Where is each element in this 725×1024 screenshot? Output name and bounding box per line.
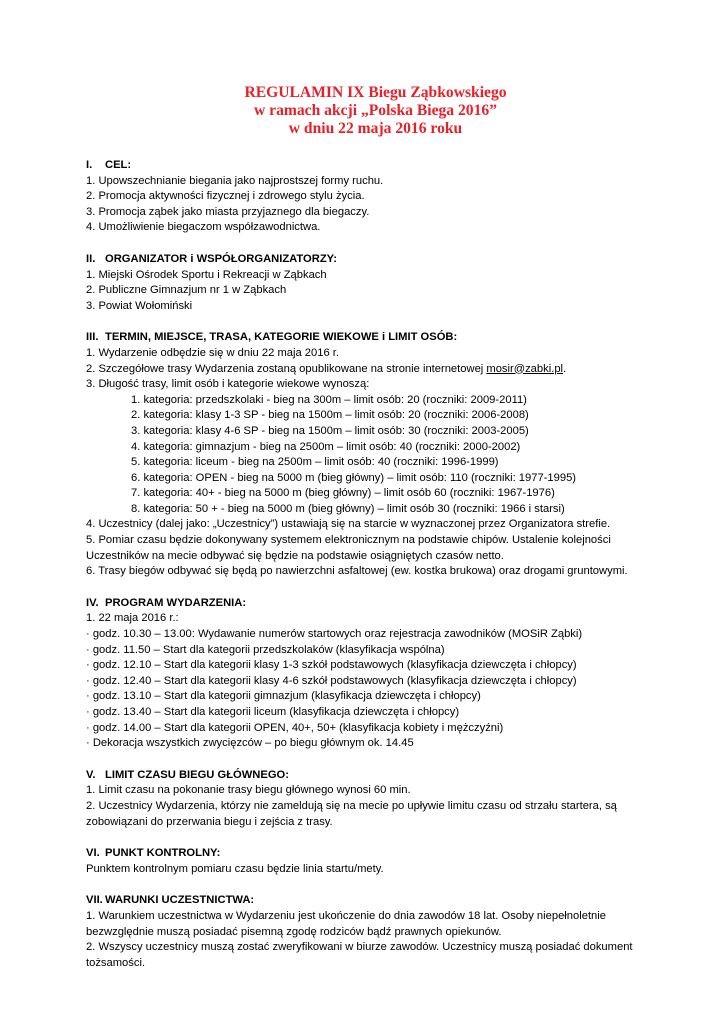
list-item: 3. Długość trasy, limit osób i kategorie wiekowe wynoszą: (86, 378, 370, 391)
list-item: 6. Trasy biegów odbywać się będą po nawierzchni asfaltowej (ew. kostka brukowa) oraz drogami gruntowymi. (86, 565, 628, 578)
section-heading-text: ORGANIZATOR i WSPÓŁORGANIZATORZY: (105, 252, 338, 265)
list-item: 3. Powiat Wołomiński (86, 299, 193, 312)
title-line-3: w dniu 22 maja 2016 roku (288, 120, 463, 137)
section-heading (86, 846, 665, 862)
list-item (86, 362, 665, 378)
section-checkpoint (86, 846, 665, 877)
section-number: VI. (86, 847, 100, 860)
program-item: · godz. 12.40 – Start dla kategorii klasy 4-6 szkół podstawowych (klasyfikacja dziewczęta i chłopcy) (86, 674, 577, 687)
section-number: VII. (86, 894, 103, 907)
list-item-continuation: zobowiązani do przerwania biegu i zejścia z trasy. (86, 815, 333, 828)
category-item: 5. kategoria: liceum - bieg na 2500m – limit osób: 40 (roczniki: 1996-1999) (131, 456, 499, 469)
section-heading-text: CEL: (105, 159, 132, 171)
list-item-continuation: Uczestników na mecie odbywać się będzie na podstawie osiągniętych czasów netto. (86, 549, 504, 562)
section-schedule-categories (86, 330, 665, 580)
section-heading (86, 158, 665, 174)
list-item: 4. Umożliwienie biegaczom współzawodnictwa. (86, 221, 321, 234)
list-item-continuation: tożsamości. (86, 956, 146, 969)
category-item: 8. kategoria: 50 + - bieg na 5000 m (bieg główny) – limit osób 30 (roczniki: 1966 i starsi) (131, 502, 565, 515)
section-time-limit (86, 768, 665, 830)
section-organizer (86, 252, 665, 314)
program-item: · godz. 11.50 – Start dla kategorii przedszkolaków (klasyfikacja wspólna) (86, 643, 445, 656)
section-program (86, 596, 665, 752)
program-item: · godz. 13.10 – Start dla kategorii gimnazjum (klasyfikacja dziewczęta i chłopcy) (86, 690, 481, 703)
program-item: · godz. 14.00 – Start dla kategorii OPEN, 40+, 50+ (klasyfikacja kobiety i mężczyźni) (86, 721, 504, 734)
section-number: V. (86, 768, 96, 781)
program-item: · godz. 12.10 – Start dla kategorii klasy 1-3 szkół podstawowych (klasyfikacja dziewczęta i chłopcy) (86, 659, 577, 672)
list-item: 2. Publiczne Gimnazjum nr 1 w Ząbkach (86, 284, 287, 297)
section-heading-text: TERMIN, MIEJSCE, TRASA, KATEGORIE WIEKOWE i LIMIT OSÓB: (105, 331, 458, 344)
program-item: · Dekoracja wszystkich zwycięzców – po biegu głównym ok. 14.45 (86, 737, 414, 750)
list-item: 2. Promocja aktywności fizycznej i zdrowego stylu życia. (86, 190, 365, 203)
section-number: IV. (86, 596, 99, 609)
program-item: · godz. 10.30 – 13.00: Wydawanie numerów startowych oraz rejestracja zawodników (MOSiR Ząbki) (86, 628, 583, 641)
list-item: 1. Limit czasu na pokonanie trasy biegu głównego wynosi 60 min. (86, 784, 411, 797)
list-item: 1. Wydarzenie odbędzie się w dniu 22 maja 2016 r. (86, 346, 340, 359)
title-line-2: w ramach akcji „Polska Biega 2016” (254, 102, 497, 119)
list-item: 2. Wszyscy uczestnicy muszą zostać zweryfikowani w biurze zawodów. Uczestnicy muszą posiadać dokument (86, 941, 633, 954)
section-heading (86, 768, 665, 784)
section-heading-text: WARUNKI UCZESTNICTWA: (105, 894, 255, 907)
category-item: 1. kategoria: przedszkolaki - bieg na 300m – limit osób: 20 (roczniki: 2009-2011) (131, 393, 527, 406)
section-heading-text: PROGRAM WYDARZENIA: (105, 596, 247, 609)
section-heading (86, 330, 665, 346)
list-item: 1. Warunkiem uczestnictwa w Wydarzeniu jest ukończenie do dnia zawodów 18 lat. Osoby niepełnoletnie (86, 909, 606, 922)
list-item-end: . (563, 362, 567, 375)
document-title (86, 84, 665, 138)
list-item-text: 2. Szczegółowe trasy Wydarzenia zostaną opublikowane na stronie internetowej (86, 362, 487, 375)
section-heading (86, 596, 665, 612)
section-goal (86, 158, 665, 236)
list-item: 1. Upowszechnianie biegania jako najprostszej formy ruchu. (86, 174, 384, 187)
section-number: II. (86, 252, 96, 265)
title-line-1: REGULAMIN IX Biegu Ząbkowskiego (244, 84, 507, 101)
section-heading (86, 252, 665, 268)
category-item: 7. kategoria: 40+ - bieg na 5000 m (bieg główny) – limit osób 60 (roczniki: 1967-1976) (131, 487, 555, 500)
list-item: Punktem kontrolnym pomiaru czasu będzie linia startu/mety. (86, 862, 384, 875)
section-heading (86, 893, 665, 909)
section-number: III. (86, 331, 99, 344)
email-link[interactable]: mosir@zabki.pl (486, 362, 564, 375)
list-item-continuation: bezwzględnie muszą posiadać pisemną zgodę rodziców bądź prawnych opiekunów. (86, 925, 502, 938)
program-item: · godz. 13.40 – Start dla kategorii liceum (klasyfikacja dziewczęta i chłopcy) (86, 706, 460, 718)
category-item: 4. kategoria: gimnazjum - bieg na 2500m – limit osób: 40 (roczniki: 2000-2002) (131, 440, 521, 453)
list-item: 4. Uczestnicy (dalej jako: „Uczestnicy”) ustawiają się na starcie w wyznaczonej przez Organizatora strefie. (86, 518, 611, 531)
list-item: 1. Miejski Ośrodek Sportu i Rekreacji w Ząbkach (86, 268, 327, 281)
section-heading-text: PUNKT KONTROLNY: (105, 847, 221, 860)
list-item: 5. Pomiar czasu będzie dokonywany systemem elektronicznym na podstawie chipów. Ustalenie kolejności (86, 534, 611, 547)
list-item: 3. Promocja ząbek jako miasta przyjaznego dla biegaczy. (86, 205, 370, 218)
list-item: 1. 22 maja 2016 r.: (86, 612, 179, 625)
list-item: 2. Uczestnicy Wydarzenia, którzy nie zameldują się na mecie po upływie limitu czasu od strzału startera, są (86, 799, 617, 812)
section-participation-conditions (86, 893, 665, 971)
category-item: 2. kategoria: klasy 1-3 SP - bieg na 1500m – limit osób: 20 (roczniki: 2006-2008) (131, 409, 529, 422)
section-number: I. (86, 159, 93, 171)
category-item: 3. kategoria: klasy 4-6 SP - bieg na 1500m – limit osób: 30 (roczniki: 2003-2005) (131, 424, 529, 437)
category-item: 6. kategoria: OPEN - bieg na 5000 m (bieg główny) – limit osób: 110 (roczniki: 1977-1995) (131, 471, 577, 484)
section-heading-text: LIMIT CZASU BIEGU GŁÓWNEGO: (105, 768, 289, 781)
